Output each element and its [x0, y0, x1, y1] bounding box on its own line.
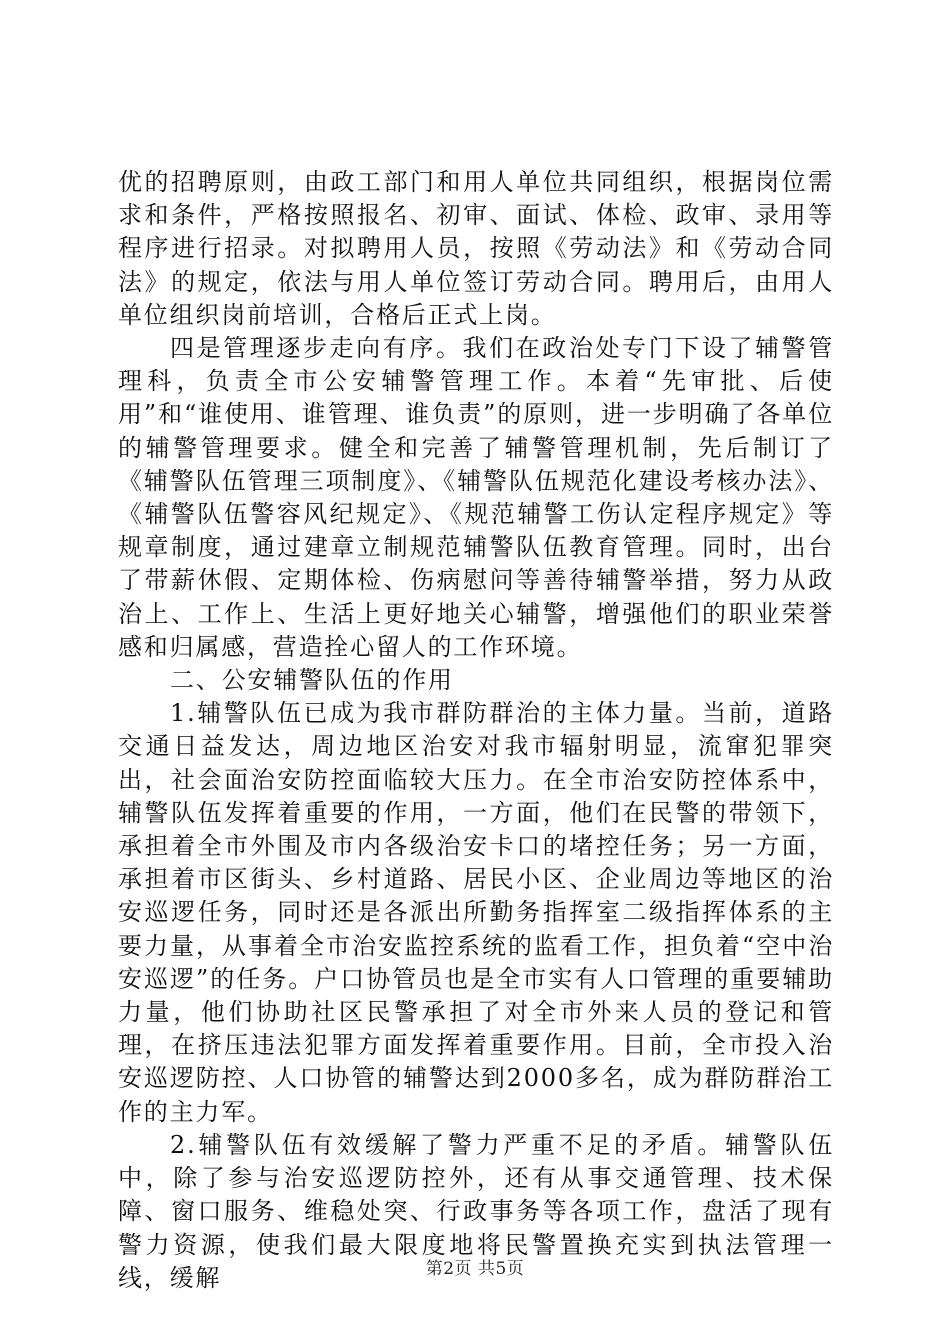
page-number-footer: 第2页 共5页	[425, 1259, 525, 1279]
paragraph-recruitment-continued: 优的招聘原则，由政工部门和用人单位共同组织，根据岗位需求和条件，严格按照报名、初审、面试、体检、政审、录用等程序进行招录。对拟聘用人员，按照《劳动法》和《劳动合同法》的规定，依法与用人单位签订劳动合同。聘用后，由用人单位组织岗前培训，合格后正式上岗。	[118, 168, 834, 329]
document-body	[118, 166, 834, 1295]
section-heading-auxiliary-police-role: 二、公安辅警队伍的作用	[170, 666, 454, 695]
paragraph-management-orderly: 四是管理逐步走向有序。我们在政治处专门下设了辅警管理科，负责全市公安辅警管理工作。本着“先审批、后使用”和“谁使用、谁管理、谁负责”的原则，进一步明确了各单位的辅警管理要求。健全和完善了辅警管理机制，先后制订了《辅警队伍管理三项制度》、《辅警队伍规范化建设考核办法》、《辅警队伍警容风纪规定》、《规范辅警工伤认定程序规定》等规章制度，通过建章立制规范辅警队伍教育管理。同时，出台了带薪休假、定期体检、伤病慰问等善待辅警举措，努力从政治上、工作上、生活上更好地关心辅警，增强他们的职业荣誉感和归属感，营造拴心留人的工作环境。	[118, 334, 834, 661]
paragraph-role-point-2: 2.辅警队伍有效缓解了警力严重不足的矛盾。辅警队伍中，除了参与治安巡逻防控外，还有从事交通管理、技术保障、窗口服务、维稳处突、行政事务等各项工作，盘活了现有警力资源，使我们最大限度地将民警置换充实到执法管理一线，缓解	[118, 1130, 834, 1292]
paragraph-role-point-1: 1.辅警队伍已成为我市群防群治的主体力量。当前，道路交通日益发达，周边地区治安对我市辐射明显，流窜犯罪突出，社会面治安防控面临较大压力。在全市治安防控体系中，辅警队伍发挥着重要的作用，一方面，他们在民警的带领下，承担着全市外围及市内各级治安卡口的堵控任务；另一方面，承担着市区街头、乡村道路、居民小区、企业周边等地区的治安巡逻任务，同时还是各派出所勤务指挥室二级指挥体系的主要力量，从事着全市治安监控系统的监看工作，担负着“空中治安巡逻”的任务。户口协管员也是全市实有人口管理的重要辅助力量，他们协助社区民警承担了对全市外来人员的登记和管理，在挤压违法犯罪方面发挥着重要作用。目前，全市投入治安巡逻防控、人口协管的辅警达到2000多名，成为群防群治工作的主力军。	[118, 699, 834, 1126]
